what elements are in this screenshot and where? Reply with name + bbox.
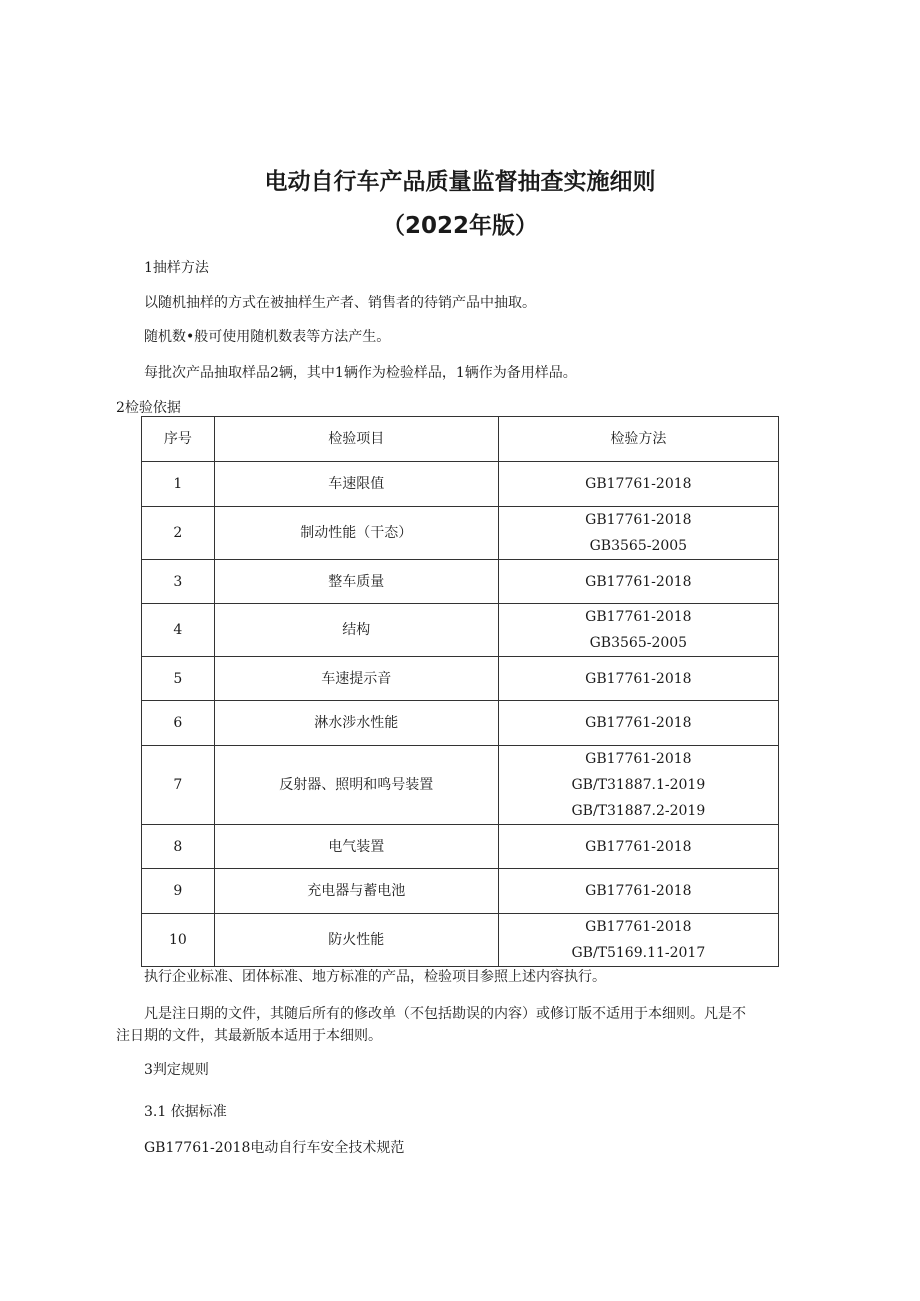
section1-paragraph-1: 以随机抽样的方式在被抽样生产者、销售者的待销产品中抽取。 (144, 295, 536, 311)
header-item: 检验项目 (214, 417, 498, 462)
table-row (142, 869, 779, 914)
row-no: 7 (142, 746, 215, 825)
note-paragraph-1: 执行企业标准、团体标准、地方标准的产品，检验项目参照上述内容执行。 (144, 969, 606, 985)
method-standard: GB17761-2018 (585, 476, 692, 492)
row-no: 1 (142, 462, 215, 507)
section1-paragraph-3: 每批次产品抽取样品2辆，其中1辆作为检验样品，1辆作为备用样品。 (144, 365, 577, 381)
table-row (142, 746, 779, 825)
row-method (498, 462, 778, 507)
row-item: 淋水涉水性能 (214, 701, 498, 746)
table-row (142, 507, 779, 560)
table-row (142, 604, 779, 657)
method-standard: GB3565-2005 (589, 538, 688, 554)
row-method (498, 825, 778, 869)
method-standard: GB17761-2018 (585, 883, 692, 899)
row-item: 反射器、照明和鸣号装置 (214, 746, 498, 825)
page-subtitle: （2022年版） (381, 213, 538, 239)
row-method (498, 560, 778, 604)
header-method: 检验方法 (498, 417, 778, 462)
row-item: 电气装置 (214, 825, 498, 869)
method-standard: GB17761-2018 (585, 751, 692, 767)
method-standard: GB17761-2018 (585, 609, 692, 625)
row-method (498, 657, 778, 701)
table-row (142, 560, 779, 604)
page-title: 电动自行车产品质量监督抽查实施细则 (264, 169, 656, 195)
section2-heading: 2检验依据 (116, 400, 181, 416)
method-standard: GB17761-2018 (585, 512, 692, 528)
table-header-row (142, 417, 779, 462)
section3-subheading: 3.1 依据标准 (144, 1104, 227, 1120)
row-item: 整车质量 (214, 560, 498, 604)
row-no: 2 (142, 507, 215, 560)
row-no: 10 (142, 914, 215, 967)
row-method (498, 869, 778, 914)
note-paragraph-2-line-1: 凡是注日期的文件，其随后所有的修改单（不包括勘误的内容）或修订版不适用于本细则。凡是不 (144, 1006, 746, 1022)
row-no: 6 (142, 701, 215, 746)
table-row (142, 701, 779, 746)
row-item: 车速限值 (214, 462, 498, 507)
note-paragraph-2-line-2: 注日期的文件，其最新版本适用于本细则。 (116, 1028, 382, 1044)
row-no: 5 (142, 657, 215, 701)
row-method (498, 604, 778, 657)
row-no: 3 (142, 560, 215, 604)
table-row (142, 825, 779, 869)
header-no: 序号 (142, 417, 215, 462)
row-item: 结构 (214, 604, 498, 657)
row-no: 8 (142, 825, 215, 869)
method-standard: GB3565-2005 (589, 635, 688, 651)
table-row (142, 462, 779, 507)
row-method (498, 507, 778, 560)
row-item: 防火性能 (214, 914, 498, 967)
method-standard: GB/T31887.1-2019 (571, 777, 706, 793)
row-item: 车速提示音 (214, 657, 498, 701)
standard-reference: GB17761-2018电动自行车安全技术规范 (144, 1140, 405, 1156)
method-standard: GB/T5169.11-2017 (571, 945, 706, 961)
row-method (498, 914, 778, 967)
inspection-table (141, 416, 779, 967)
method-standard: GB/T31887.2-2019 (571, 803, 706, 819)
row-item: 制动性能（干态） (214, 507, 498, 560)
section1-paragraph-2: 随机数•般可使用随机数表等方法产生。 (144, 329, 391, 345)
row-item: 充电器与蓄电池 (214, 869, 498, 914)
row-no: 4 (142, 604, 215, 657)
row-method (498, 701, 778, 746)
row-method (498, 746, 778, 825)
method-standard: GB17761-2018 (585, 919, 692, 935)
table-row (142, 657, 779, 701)
method-standard: GB17761-2018 (585, 838, 692, 855)
section1-heading: 1抽样方法 (144, 260, 209, 276)
method-standard: GB17761-2018 (585, 573, 692, 590)
section3-heading: 3判定规则 (144, 1062, 209, 1078)
method-standard: GB17761-2018 (585, 715, 692, 731)
row-no: 9 (142, 869, 215, 914)
table-row (142, 914, 779, 967)
method-standard: GB17761-2018 (585, 670, 692, 687)
